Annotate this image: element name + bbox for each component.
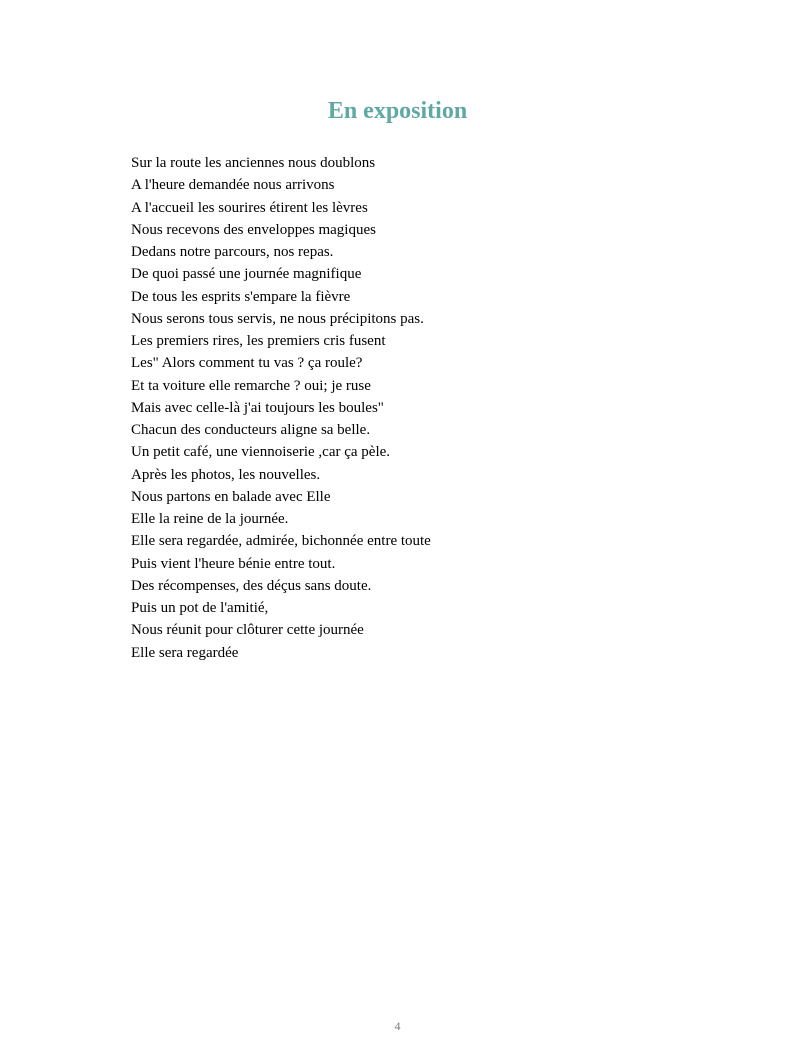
poem-line: De tous les esprits s'empare la fièvre bbox=[131, 288, 351, 305]
poem-line: Puis un pot de l'amitié, bbox=[131, 600, 269, 616]
poem-line: Nous recevons des enveloppes magiques bbox=[131, 221, 376, 238]
poem-line: A l'accueil les sourires étirent les lèvres bbox=[131, 199, 368, 216]
poem-line: Mais avec celle-là j'ai toujours les boules" bbox=[131, 399, 384, 416]
poem-line: Nous serons tous servis, ne nous précipitons pas. bbox=[131, 310, 424, 327]
poem-line: Un petit café, une viennoiserie ,car ça pèle. bbox=[131, 444, 391, 461]
poem-line: Des récompenses, des déçus sans doute. bbox=[131, 577, 372, 594]
poem-line: De quoi passé une journée magnifique bbox=[131, 266, 362, 283]
poem-line: Elle sera regardée, admirée, bichonnée entre toute bbox=[131, 533, 431, 550]
poem-title: En exposition bbox=[327, 98, 468, 124]
poem-line: Après les photos, les nouvelles. bbox=[131, 466, 321, 483]
poem-line: Et ta voiture elle remarche ? oui; je ruse bbox=[131, 377, 371, 394]
poem-body bbox=[131, 152, 431, 664]
poem-line: Dedans notre parcours, nos repas. bbox=[131, 244, 334, 260]
poem-line: Sur la route les anciennes nous doublons bbox=[131, 155, 376, 171]
page-number: 4 bbox=[394, 1019, 401, 1033]
poem-line: Elle sera regardée bbox=[131, 644, 239, 661]
poem-line: Les" Alors comment tu vas ? ça roule? bbox=[131, 355, 363, 372]
poem-line: Les premiers rires, les premiers cris fusent bbox=[131, 333, 386, 349]
poem-line: Puis vient l'heure bénie entre tout. bbox=[131, 555, 336, 572]
poem-line: Elle la reine de la journée. bbox=[131, 511, 289, 527]
poem-line: A l'heure demandée nous arrivons bbox=[131, 177, 335, 194]
poem-line: Nous réunit pour clôturer cette journée bbox=[131, 622, 364, 639]
poem-line: Nous partons en balade avec Elle bbox=[131, 488, 331, 505]
poem-line: Chacun des conducteurs aligne sa belle. bbox=[131, 422, 371, 438]
